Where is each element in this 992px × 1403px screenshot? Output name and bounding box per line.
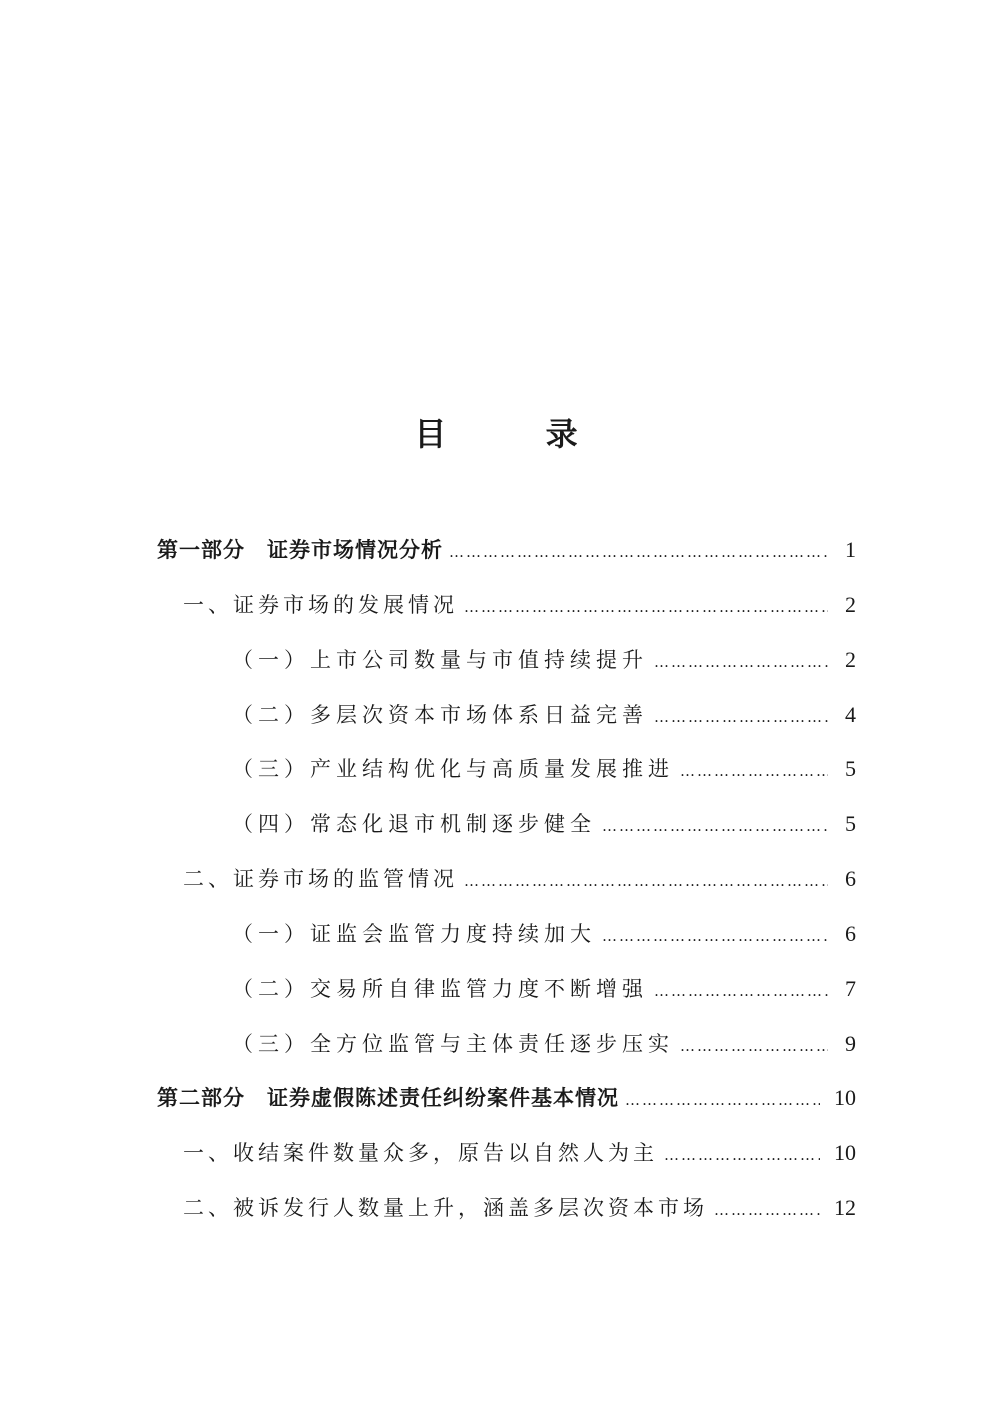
dot-leader [714, 1192, 820, 1228]
toc-entry-page: 10 [834, 1140, 856, 1165]
dot-leader [625, 1082, 820, 1118]
toc-entry-page: 6 [845, 866, 856, 891]
toc-entry-page: 5 [845, 756, 856, 781]
toc-entry-section[interactable] [183, 861, 856, 897]
toc-entry-label: 第二部分 证券虚假陈述责任纠纷案件基本情况 [157, 1086, 619, 1110]
toc-entry-subsection[interactable] [232, 751, 856, 787]
toc-entry-label: （一）证监会监管力度持续加大 [232, 922, 596, 946]
toc-entry-page: 6 [845, 921, 856, 946]
toc-entry-section[interactable] [183, 1190, 856, 1226]
toc-entry-label: （四）常态化退市机制逐步健全 [232, 812, 596, 836]
dot-leader [680, 1028, 828, 1064]
toc-entry-page: 2 [845, 647, 856, 672]
toc-entry-subsection[interactable] [232, 697, 856, 733]
toc-entry-section[interactable] [183, 1135, 856, 1171]
dot-leader [602, 808, 828, 844]
toc-entry-section[interactable] [183, 587, 856, 623]
dot-leader [464, 589, 828, 625]
page-title: 目 录 [414, 415, 622, 453]
dot-leader [664, 1137, 820, 1173]
toc-entry-label: （三）全方位监管与主体责任逐步压实 [232, 1032, 674, 1056]
toc-entry-page: 7 [845, 976, 856, 1001]
dot-leader [602, 918, 828, 954]
dot-leader [654, 644, 828, 680]
toc-entry-subsection[interactable] [232, 971, 856, 1007]
toc-entry-page: 4 [845, 702, 856, 727]
toc-entry-page: 5 [845, 811, 856, 836]
toc-entry-page: 2 [845, 592, 856, 617]
dot-leader [464, 863, 828, 899]
dot-leader [680, 753, 828, 789]
dot-leader [654, 973, 828, 1009]
toc-entry-label: 第一部分 证券市场情况分析 [157, 538, 443, 562]
toc-entry-label: （二）多层次资本市场体系日益完善 [232, 703, 648, 727]
toc-entry-subsection[interactable] [232, 916, 856, 952]
toc-entry-page: 1 [845, 537, 856, 562]
dot-leader [449, 534, 828, 570]
toc-entry-page: 10 [834, 1085, 856, 1110]
toc-entry-page: 12 [834, 1195, 856, 1220]
toc-entry-page: 9 [845, 1031, 856, 1056]
toc-entry-label: （二）交易所自律监管力度不断增强 [232, 977, 648, 1001]
toc-entry-label: 一、收结案件数量众多，原告以自然人为主 [183, 1141, 658, 1165]
toc-entry-label: 二、证券市场的监管情况 [183, 867, 458, 891]
toc-entry-label: （三）产业结构优化与高质量发展推进 [232, 757, 674, 781]
toc-entry-part-2[interactable] [157, 1080, 856, 1116]
toc-entry-subsection[interactable] [232, 806, 856, 842]
toc-entry-label: （一）上市公司数量与市值持续提升 [232, 648, 648, 672]
toc-entry-label: 一、证券市场的发展情况 [183, 593, 458, 617]
toc-entry-subsection[interactable] [232, 642, 856, 678]
toc-entry-part-1[interactable] [157, 532, 856, 568]
dot-leader [654, 699, 828, 735]
toc-entry-label: 二、被诉发行人数量上升，涵盖多层次资本市场 [183, 1196, 708, 1220]
toc-entry-subsection[interactable] [232, 1026, 856, 1062]
